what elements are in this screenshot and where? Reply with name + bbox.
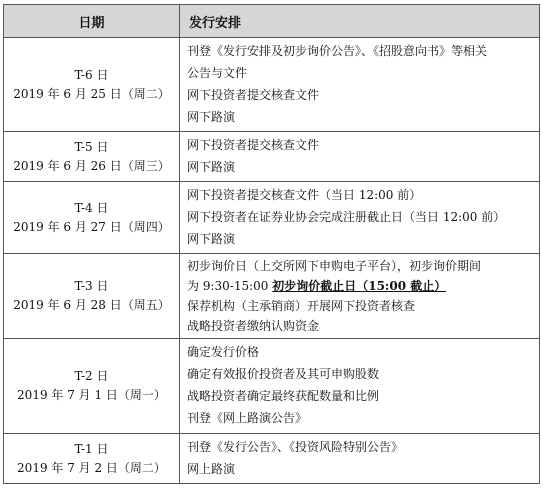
date-cell	[4, 182, 180, 254]
date-cell	[4, 132, 180, 182]
calendar-date: 2019 年 6 月 28 日（周五）	[13, 298, 170, 312]
date-cell	[4, 254, 180, 339]
schedule-cell	[180, 132, 540, 182]
schedule-item: 战略投资者确定最终获配数量和比例	[187, 389, 380, 403]
schedule-item: 初步询价日（上交所网下申购电子平台），初步询价期间	[187, 259, 482, 273]
schedule-item: 网上路演	[187, 462, 236, 476]
date-cell	[4, 38, 180, 132]
schedule-item	[187, 276, 535, 296]
schedule-item: 网下投资者提交核查文件（当日 12:00 前）	[187, 188, 422, 202]
trading-day-label: T-3 日	[74, 279, 109, 293]
table-row	[4, 132, 540, 182]
schedule-item: 战略投资者缴纳认购资金	[187, 319, 320, 333]
schedule-cell	[180, 339, 540, 434]
schedule-item-text: 为 9:30-15:00	[187, 279, 273, 293]
calendar-date: 2019 年 7 月 2 日（周二）	[17, 460, 166, 475]
date-cell	[4, 339, 180, 434]
trading-day-label: T-5 日	[74, 139, 109, 154]
table-row	[4, 254, 540, 339]
issuance-schedule-table	[3, 4, 540, 484]
schedule-item: 保荐机构（主承销商）开展网下投资者核查	[187, 299, 416, 313]
calendar-date: 2019 年 7 月 1 日（周一）	[17, 388, 166, 402]
schedule-item: 网下投资者提交核查文件	[187, 138, 320, 152]
schedule-item: 网下路演	[187, 160, 236, 174]
header-date: 日期	[4, 5, 180, 38]
schedule-item: 刊登《发行安排及初步询价公告》、《招股意向书》等相关	[187, 44, 488, 58]
schedule-item: 网下路演	[187, 232, 236, 246]
table-row	[4, 339, 540, 434]
schedule-cell	[180, 254, 540, 339]
header-schedule: 发行安排	[180, 5, 540, 38]
schedule-item: 公告与文件	[187, 66, 248, 80]
schedule-item: 网下投资者在证券业协会完成注册截止日（当日 12:00 前）	[187, 210, 506, 224]
schedule-item: 网下路演	[187, 110, 236, 124]
schedule-item: 确定发行价格	[187, 345, 260, 359]
schedule-item: 刊登《发行公告》、《投资风险特别公告》	[187, 440, 404, 454]
trading-day-label: T-6 日	[74, 67, 109, 82]
date-cell	[4, 434, 180, 484]
calendar-date: 2019 年 6 月 25 日（周二）	[13, 86, 170, 101]
header-row	[4, 5, 540, 38]
schedule-item: 刊登《网上路演公告》	[187, 411, 308, 425]
schedule-cell	[180, 38, 540, 132]
trading-day-label: T-2 日	[74, 369, 109, 383]
calendar-date: 2019 年 6 月 26 日（周三）	[13, 158, 170, 173]
schedule-item: 确定有效报价投资者及其可申购股数	[187, 367, 380, 381]
table-row	[4, 434, 540, 484]
schedule-item: 网下投资者提交核查文件	[187, 88, 320, 102]
deadline-highlight: 初步询价截止日（15:00 截止）	[272, 279, 447, 293]
trading-day-label: T-4 日	[74, 200, 109, 215]
table-row	[4, 38, 540, 132]
schedule-cell	[180, 434, 540, 484]
trading-day-label: T-1 日	[74, 441, 109, 456]
table-row	[4, 182, 540, 254]
calendar-date: 2019 年 6 月 27 日（周四）	[13, 219, 170, 234]
schedule-cell	[180, 182, 540, 254]
